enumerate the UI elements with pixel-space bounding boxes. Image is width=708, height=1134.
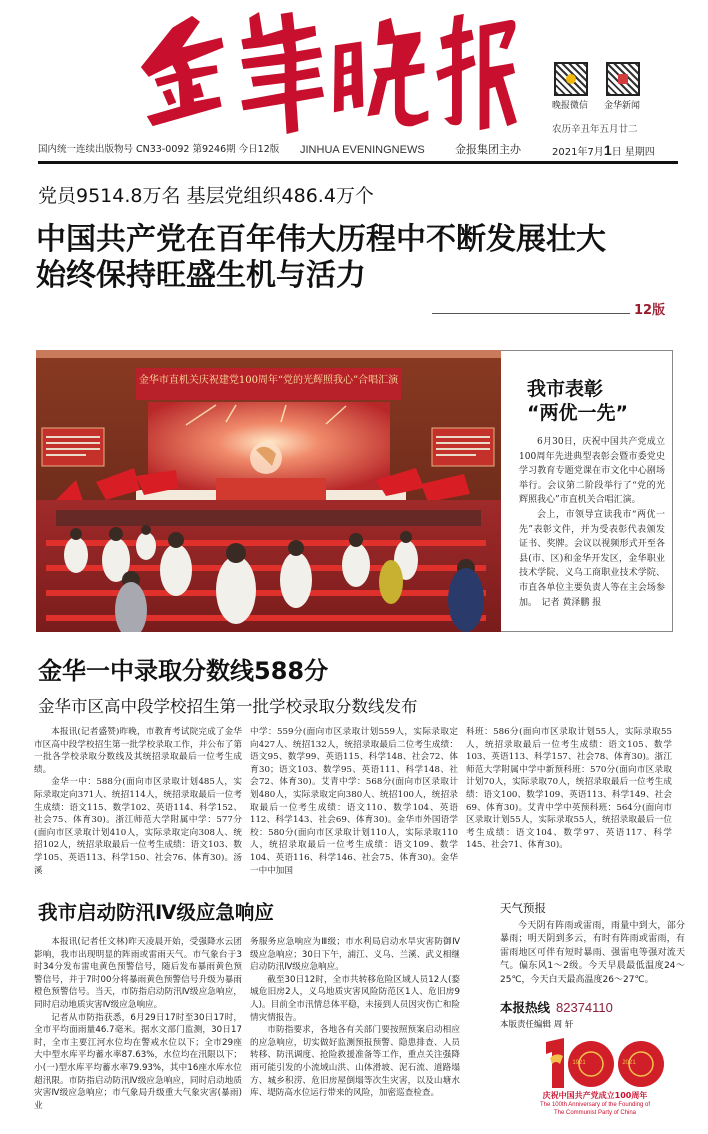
article-paragraph: 本报讯(记者任文林)昨天凌晨开始，受强降水云团影响，我市出现明显的阵雨或雷雨天气。市气象台于3时34分发布雷电黄色预警信号，随后发布暴雨黄色预警信号，并于7时00分将暴雨黄色预警信号升级为暴雨橙色预警信号。当天，市防指启动防汛Ⅳ级应急响应，同时启动地质灾害Ⅳ级应急响应。 (34, 937, 242, 1010)
article-column (250, 936, 460, 1100)
centenary-emblem (520, 1036, 670, 1128)
article-title-flood[interactable]: 我市启动防汛Ⅳ级应急响应 (38, 901, 274, 924)
date-suffix: 日 星期四 (611, 147, 655, 158)
date-day: 1 (603, 142, 612, 158)
qr-code-news[interactable] (606, 62, 640, 96)
lunar-date: 农历辛丑年五月廿二 (552, 124, 638, 135)
concert-photo (36, 350, 501, 632)
article-paragraph: 金华一中：588分(面向市区录取计划485人，实际录取定向371人、统招114人，统招录取最后一位考生成绩：语文115、数学102、英语114、科学152、社会75、体育30)。浙江师范大学附属中学：577分(面向市区录取计划410人，实际录取定向308人、统招102人，统招录取最后一位考生成绩：语文103、数学105、英语113、科学150、社会76、体育30)。汤溪 (34, 777, 242, 876)
qr-caption: 金华新闻 (604, 101, 641, 111)
english-name: JINHUA EVENINGNEWS (300, 144, 425, 156)
hotline-label: 本报热线 (500, 1000, 551, 1015)
article-column (466, 726, 672, 852)
qr-caption: 晚报微信 (552, 101, 589, 111)
qr-codes (548, 62, 658, 118)
weather-text: 今天阴有阵雨或雷雨，雨量中到大，部分暴雨；明天阴到多云，有时有阵雨或雷雨，有雷雨地区可伴有短时暴雨、强雷电等强对流天气。偏东风1～2级。今天早晨最低温度24～25℃，今天白天最高温度26～27℃。 (500, 921, 685, 985)
issue-date (552, 143, 655, 160)
page-reference[interactable]: 12版 (634, 303, 666, 318)
date-prefix: 2021年7月 (552, 147, 604, 158)
calligraphy-logo (130, 8, 520, 136)
sidebar-story (501, 350, 673, 632)
article-column (34, 726, 242, 877)
article-paragraph: 中学：559分(面向市区录取计划559人，实际录取定向427人、统招132人，统招录取最后二位考生成绩：语文95、数学99、英语115、科学148、社会72、体育30；语文103、数学95、英语111、科学148、社会72、体育30)。艾青中学：568分(面向市区录取计划480人，实际录取定向380人、统招100人，统招录取最后一位考生成绩：语文110、数学104、英语112、科学143、社会69、体育30)。金华市外国语学校：580分(面向市区录取计划110人，实际录取110人，统招录取最后一位考生成绩：语文109、数学104、英语116、科学146、社会75、体育30)。金华一中中加国 (250, 727, 458, 876)
article-paragraph: 科班：586分(面向市区录取计划55人，实际录取55人，统招录取最后一位考生成绩：语文105、数学103、英语113、科学157、社会78、体育30)。浙江师范大学附属中学中新预科班：570分(面向市区录取计划70人，实际录取70人，统招录取最后一位考生成绩：语文100、数学109、英语113、科学149、社会69、体育30)。艾青中学中英预科班：564分(面向市区录取计划55人，实际录取55人，统招录取最后一位考生成绩：语文104、数学97、英语117、科学145、社会71、体育30)。 (466, 727, 672, 851)
weather-title: 天气预报 (500, 901, 546, 915)
organizer: 金报集团主办 (455, 143, 521, 156)
emblem-caption-cn: 庆祝中国共产党成立100周年 (542, 1091, 648, 1100)
emblem-year-end: 2021 (622, 1060, 636, 1066)
registration-number: 国内统一连续出版物号 CN33-0092 第9246期 今日12版 (38, 144, 280, 155)
hotline-number[interactable]: 82374110 (556, 1000, 613, 1015)
article-paragraph: 务服务应急响应为Ⅲ级；市水利局启动水旱灾害防御Ⅳ级应急响应；30日下午，浦江、义乌、兰溪、武义相继启动防汛Ⅳ级应急响应。 (250, 937, 460, 973)
masthead-divider (38, 161, 678, 164)
article-title-admission[interactable]: 金华一中录取分数线588分 (38, 657, 329, 685)
article-paragraph: 本报讯(记者盛赞)昨晚，市教育考试院完成了金华市区高中段学校招生第一批学校录取工作，并公布了第一批各学校录取分数线及其统招录取最后一位考生成绩。 (34, 727, 242, 775)
sidebar-title-line-2: “两优一先” (527, 402, 628, 424)
photo-illustration (36, 350, 501, 632)
photo-banner-text: 金华市直机关庆祝建党100周年“党的光辉照我心”合唱汇演 (138, 375, 399, 386)
newspaper-logo (130, 8, 520, 136)
sidebar-paragraph-2 (519, 508, 665, 610)
headline-line-1: 中国共产党在百年伟大历程中不断发展壮大 (36, 222, 606, 257)
sidebar-title-line-1: 我市表彰 (527, 378, 604, 400)
article-paragraph: 截至30日12时，全市共转移危险区域人员12人(婺城危旧房2人，义乌地质灾害风险防范区1人、危旧房9人)。目前全市汛情总体平稳，未接到人员因灾伤亡和险情灾情报告。 (250, 974, 460, 1023)
page-editor: 本版责任编辑 周 轩 (500, 1020, 574, 1030)
hotline (500, 1000, 613, 1016)
sidebar-title[interactable] (527, 377, 628, 425)
page-ref-divider (432, 313, 630, 314)
sidebar-body (519, 435, 665, 610)
emblem-caption-en-2: The Communist Party of China (553, 1110, 637, 1116)
article-paragraph: 市防指要求，各地各有关部门要按照预案启动相应的应急响应，切实做好监测预报预警、隐患排查、人员转移、防汛调度、抢险救援准备等工作，重点关注强降雨可能引发的小流域山洪、山体滑坡、泥石流、道路塌方、城乡积涝、危旧房屋倒塌等次生灾害，以及山塘水库、堤防高水位运行带来的风险，加密巡查检查。 (250, 1025, 460, 1099)
headline-line-2: 始终保持旺盛生机与活力 (36, 258, 366, 293)
centenary-logo (520, 1036, 670, 1090)
emblem-caption-en-1: The 100th Anniversary of the Founding of (539, 1102, 651, 1108)
article-subtitle-admission: 金华市区高中段学校招生第一批学校录取分数线发布 (38, 697, 418, 716)
emblem-year-start: 1921 (572, 1060, 586, 1066)
article-paragraph: 记者从市防指获悉，6月29日17时至30日17时，全市平均面雨量46.7毫米。据水文部门监测，30日17时，全市主要江河水位均在警戒水位以下；全市29座大中型水库平均蓄水率87.63%，水位均在汛限以下；小(一)型水库平均蓄水率79.93%，其中16座水库水位超汛限。市防指启动防汛Ⅳ级应急响应，同时启动地质灾害Ⅳ级应急响应；市气象局升级重大气象灾害(暴雨)业 (34, 1012, 242, 1111)
sidebar-byline: 记者 黄泽鹏 报 (541, 597, 602, 608)
lead-kicker: 党员9514.8万名 基层党组织486.4万个 (38, 185, 374, 207)
article-column (250, 726, 458, 877)
article-column (34, 936, 242, 1112)
weather-body (500, 920, 685, 987)
lead-headline[interactable] (36, 222, 686, 294)
sidebar-paragraph-text: 会上，市领导宣读我市“两优一先”表彰文件，并为受表彰代表颁发证书、奖牌。会议以视频形式开至各县(市、区)和金华开发区，金华职业技术学院、义乌工商职业技术学院、市直各单位主要负责人等在主会场参加。 (519, 509, 665, 608)
sidebar-paragraph: 6月30日，庆祝中国共产党成立100周年先进典型表彰会暨市委党史学习教育专题党课在市文化中心剧场举行。会议第二阶段举行了“党的光辉照我心”市直机关合唱汇演。 (519, 437, 665, 506)
qr-code-wechat[interactable] (554, 62, 588, 96)
